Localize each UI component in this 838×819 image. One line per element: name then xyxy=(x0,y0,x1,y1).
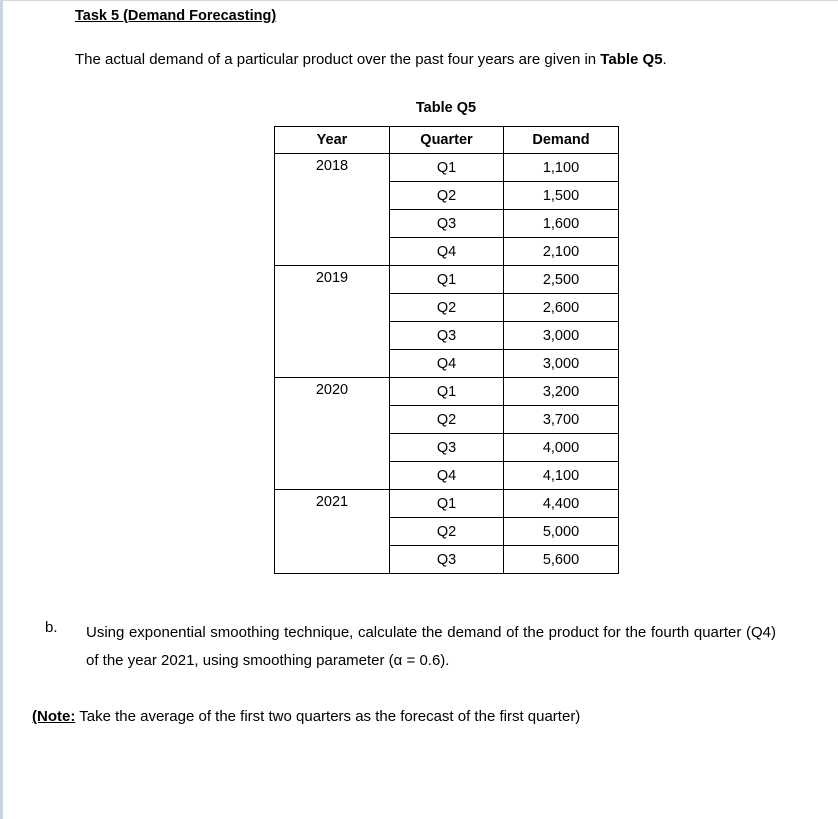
quarter-cell: Q3 xyxy=(390,434,504,462)
demand-cell: 1,600 xyxy=(504,210,619,238)
demand-table xyxy=(274,126,619,574)
table-row xyxy=(275,490,619,518)
note-head: (Note: xyxy=(32,708,76,725)
year-cell: 2021 xyxy=(275,490,390,574)
intro-table-ref: Table Q5 xyxy=(600,51,663,68)
demand-cell: 1,100 xyxy=(504,154,619,182)
demand-cell: 5,000 xyxy=(504,518,619,546)
quarter-cell: Q1 xyxy=(390,266,504,294)
note xyxy=(32,708,580,725)
quarter-cell: Q3 xyxy=(390,546,504,574)
quarter-cell: Q2 xyxy=(390,518,504,546)
demand-cell: 4,100 xyxy=(504,462,619,490)
table-row xyxy=(275,266,619,294)
demand-cell: 2,100 xyxy=(504,238,619,266)
demand-cell: 3,200 xyxy=(504,378,619,406)
quarter-cell: Q2 xyxy=(390,182,504,210)
demand-cell: 3,000 xyxy=(504,350,619,378)
intro-text: The actual demand of a particular product over the past four years are given in xyxy=(75,51,601,68)
demand-cell: 2,500 xyxy=(504,266,619,294)
intro-paragraph xyxy=(75,51,667,68)
quarter-cell: Q2 xyxy=(390,294,504,322)
table-row xyxy=(275,154,619,182)
demand-cell: 3,700 xyxy=(504,406,619,434)
quarter-cell: Q4 xyxy=(390,462,504,490)
quarter-cell: Q3 xyxy=(390,210,504,238)
table-row xyxy=(275,378,619,406)
header-demand: Demand xyxy=(504,127,619,154)
demand-cell: 4,000 xyxy=(504,434,619,462)
demand-cell: 3,000 xyxy=(504,322,619,350)
question-text: Using exponential smoothing technique, calculate the demand of the product for the fourth quarter (Q4) of the year 2021, using smoothing parameter (α = 0.6). xyxy=(86,624,776,669)
quarter-cell: Q1 xyxy=(390,378,504,406)
table-body xyxy=(275,154,619,574)
quarter-cell: Q2 xyxy=(390,406,504,434)
quarter-cell: Q1 xyxy=(390,154,504,182)
quarter-cell: Q4 xyxy=(390,350,504,378)
table-caption: Table Q5 xyxy=(415,100,477,116)
header-year: Year xyxy=(275,127,390,154)
quarter-cell: Q1 xyxy=(390,490,504,518)
year-cell: 2019 xyxy=(275,266,390,378)
page-top-line xyxy=(3,0,838,1)
page-left-border xyxy=(0,0,3,819)
quarter-cell: Q3 xyxy=(390,322,504,350)
demand-cell: 4,400 xyxy=(504,490,619,518)
task-title: Task 5 (Demand Forecasting) xyxy=(75,8,277,24)
question-label: b. xyxy=(45,619,58,636)
demand-cell: 5,600 xyxy=(504,546,619,574)
intro-end: . xyxy=(662,51,667,68)
header-quarter: Quarter xyxy=(390,127,504,154)
quarter-cell: Q4 xyxy=(390,238,504,266)
table-header-row xyxy=(275,127,619,154)
year-cell: 2020 xyxy=(275,378,390,490)
year-cell: 2018 xyxy=(275,154,390,266)
note-text: Take the average of the first two quarters as the forecast of the first quarter) xyxy=(75,708,581,725)
demand-cell: 1,500 xyxy=(504,182,619,210)
demand-cell: 2,600 xyxy=(504,294,619,322)
